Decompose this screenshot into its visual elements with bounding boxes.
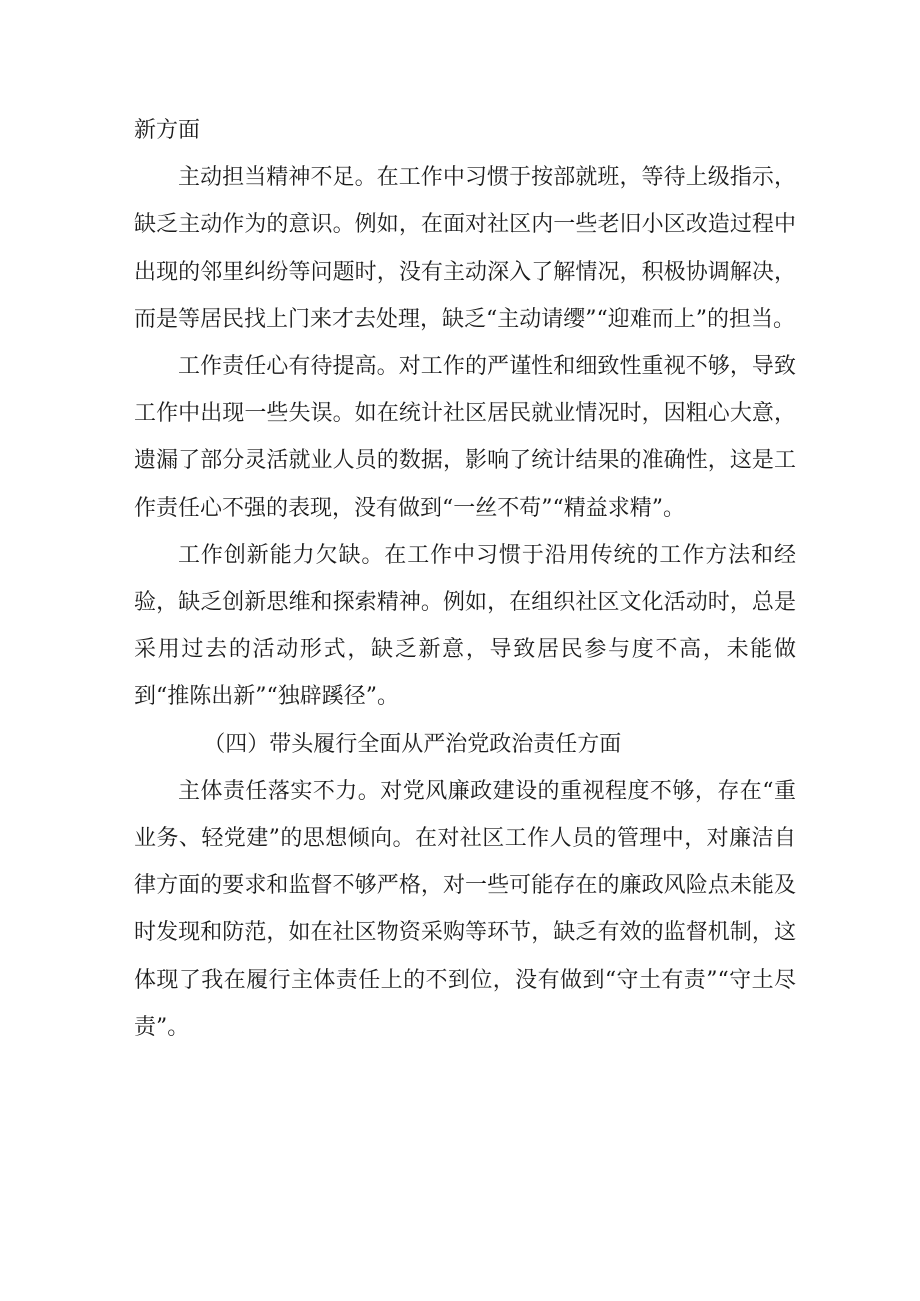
paragraph-main-responsibility: 主体责任落实不力。对党风廉政建设的重视程度不够，存在“重业务、轻党建”的思想倾向。在对社区工作人员的管理中，对廉洁自律方面的要求和监督不够严格，对一些可能存在的廉政风险点未能及时发现和防范，如在社区物资采购等环节，缺乏有效的监督机制，这体现了我在履行主体责任上的不到位，没有做到“守土有责”“守土尽责”。 (134, 778, 796, 1040)
paragraph-innovation: 工作创新能力欠缺。在工作中习惯于沿用传统的工作方法和经验，缺乏创新思维和探索精神。例如，在组织社区文化活动时，总是采用过去的活动形式，缺乏新意，导致居民参与度不高，未能做到“推陈出新”“独辟蹊径”。 (134, 542, 796, 710)
paragraph-initiative: 主动担当精神不足。在工作中习惯于按部就班，等待上级指示，缺乏主动作为的意识。例如，在面对社区内一些老旧小区改造过程中出现的邻里纠纷等问题时，没有主动深入了解情况，积极协调解决，而是等居民找上门来才去处理，缺乏“主动请缨”“迎难而上”的担当。 (134, 165, 796, 332)
document-body (134, 107, 796, 1051)
paragraph-responsibility: 工作责任心有待提高。对工作的严谨性和细致性重视不够，导致工作中出现一些失误。如在统计社区居民就业情况时，因粗心大意，遗漏了部分灵活就业人员的数据，影响了统计结果的准确性，这是工作责任心不强的表现，没有做到“一丝不苟”“精益求精”。 (134, 354, 796, 521)
section-heading: （四）带头履行全面从严治党政治责任方面 (203, 731, 622, 757)
continuation-line: 新方面 (134, 118, 201, 143)
